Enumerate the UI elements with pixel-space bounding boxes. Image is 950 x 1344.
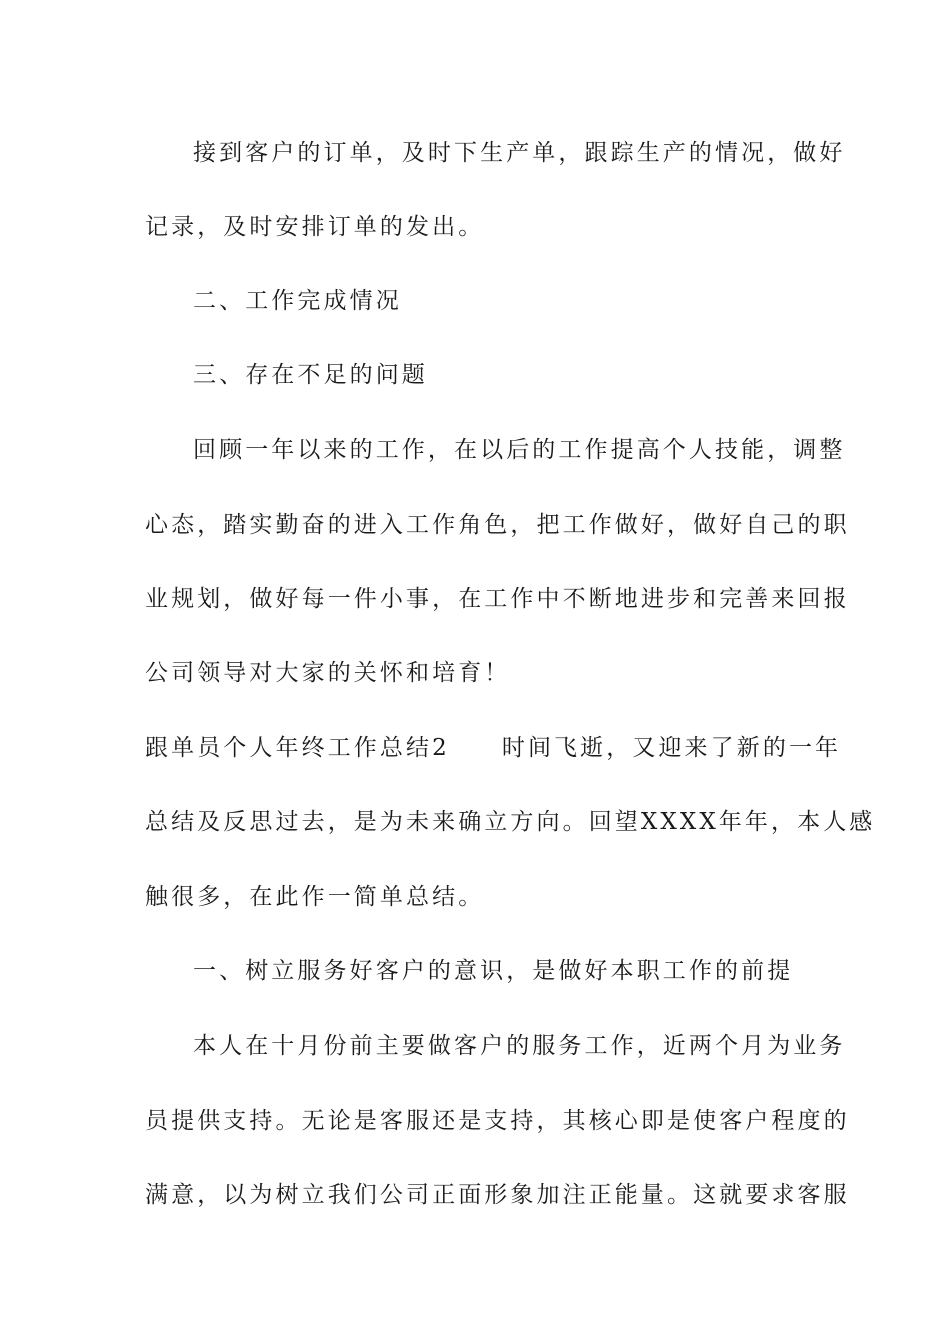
paragraph-line: 心态，踏实勤奋的进入工作角色，把工作做好，做好自己的职	[145, 512, 850, 538]
paragraph-text: 时间飞逝，又迎来了新的一年	[501, 735, 842, 761]
document-title: 跟单员个人年终工作总结2	[145, 735, 450, 761]
section-heading: 三、存在不足的问题	[193, 362, 428, 388]
paragraph-line: 业规划，做好每一件小事，在工作中不断地进步和完善来回报	[145, 586, 850, 612]
paragraph-line: 接到客户的订单，及时下生产单，跟踪生产的情况，做好	[193, 140, 846, 166]
paragraph-line: 总结及反思过去，是为未来确立方向。回望XXXX年年，本人感	[145, 809, 876, 835]
paragraph-line: 触很多，在此作一简单总结。	[145, 884, 485, 910]
paragraph-line: 员提供支持。无论是客服还是支持，其核心即是使客户程度的	[145, 1108, 850, 1134]
title-line	[145, 733, 842, 763]
paragraph-line: 满意，以为树立我们公司正面形象加注正能量。这就要求客服	[145, 1182, 850, 1208]
paragraph-line: 回顾一年以来的工作，在以后的工作提高个人技能，调整	[193, 437, 846, 463]
paragraph-line: 公司领导对大家的关怀和培育！	[145, 660, 511, 686]
paragraph-line: 记录，及时安排订单的发出。	[145, 214, 485, 240]
section-heading: 二、工作完成情况	[193, 288, 402, 314]
section-heading: 一、树立服务好客户的意识，是做好本职工作的前提	[193, 958, 794, 984]
paragraph-line: 本人在十月份前主要做客户的服务工作，近两个月为业务	[193, 1033, 846, 1059]
